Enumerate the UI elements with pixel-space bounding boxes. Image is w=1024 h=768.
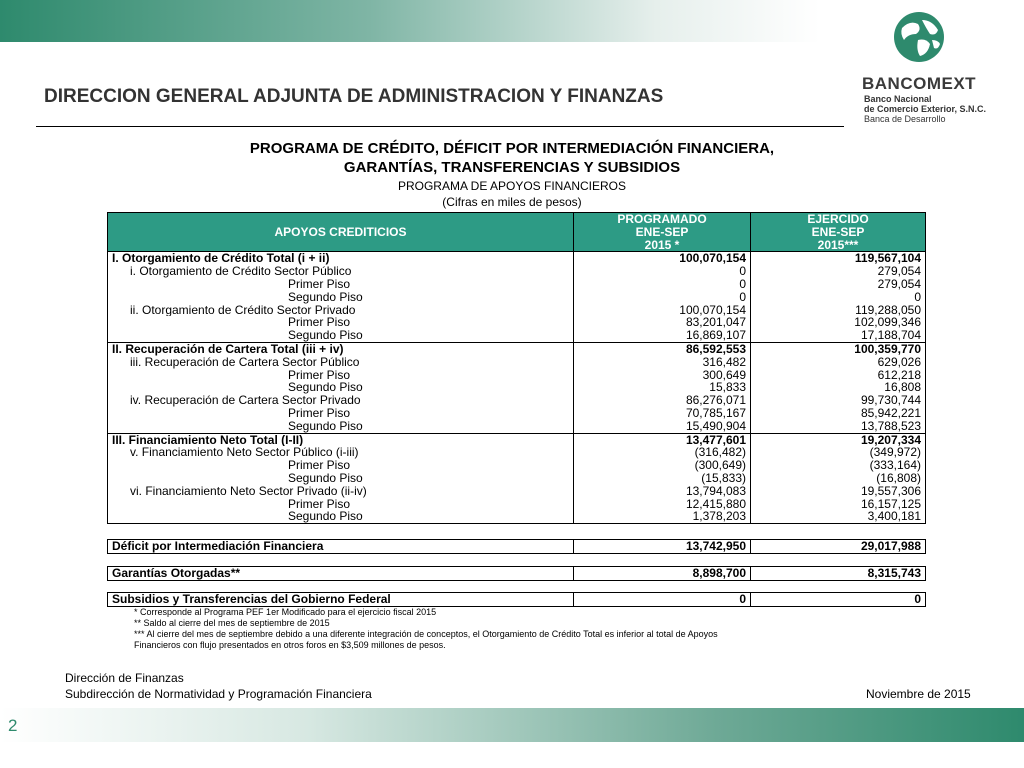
row-programado: 13,794,083 (574, 485, 751, 498)
row-programado: (15,833) (574, 472, 751, 485)
footer-date: Noviembre de 2015 (866, 687, 971, 701)
table-row (108, 485, 926, 498)
row-programado: 100,070,154 (574, 252, 751, 265)
row-ejercido: 629,026 (751, 356, 926, 369)
page-title: DIRECCION GENERAL ADJUNTA DE ADMINISTRACION Y FINANZAS (44, 86, 664, 107)
row-ejercido: (333,164) (751, 459, 926, 472)
row-label: Primer Piso (108, 278, 574, 291)
row-programado: 16,869,107 (574, 329, 751, 342)
table-row (108, 394, 926, 407)
col-header-ejercido-1: EJERCIDO (751, 213, 926, 226)
table-row (108, 316, 926, 329)
summary-ejercido: 0 (751, 593, 926, 607)
row-ejercido: 19,207,334 (751, 433, 926, 446)
footnotes (134, 607, 874, 651)
row-programado: 1,378,203 (574, 510, 751, 523)
row-label: iii. Recuperación de Cartera Sector Público (108, 356, 574, 369)
row-label: Segundo Piso (108, 510, 574, 523)
row-programado: 13,477,601 (574, 433, 751, 446)
credit-table (107, 212, 926, 524)
logo-line3: Banca de Desarrollo (864, 114, 946, 124)
table-row (108, 420, 926, 433)
bottom-gradient-band (0, 708, 1024, 742)
row-ejercido: (16,808) (751, 472, 926, 485)
table-row (108, 369, 926, 382)
row-label: vi. Financiamiento Neto Sector Privado (ii-iv) (108, 485, 574, 498)
row-programado: 0 (574, 291, 751, 304)
table-row (108, 433, 926, 446)
summary-label: Subsidios y Transferencias del Gobierno Federal (108, 593, 574, 607)
footnote-1: * Corresponde al Programa PEF 1er Modificado para el ejercicio fiscal 2015 (134, 607, 437, 617)
row-ejercido: 16,157,125 (751, 498, 926, 511)
table-row (108, 265, 926, 278)
summary-programado: 8,898,700 (574, 567, 751, 581)
logo-line1: Banco Nacional (864, 94, 932, 104)
row-ejercido: 100,359,770 (751, 342, 926, 355)
summary-garantias-table (107, 566, 926, 581)
col-header-programado-3: 2015 * (574, 239, 751, 252)
row-label: Segundo Piso (108, 472, 574, 485)
row-label: Segundo Piso (108, 381, 574, 394)
row-label: II. Recuperación de Cartera Total (iii + iv) (108, 342, 574, 355)
table-row (108, 304, 926, 317)
row-label: III. Financiamiento Neto Total (I-II) (108, 433, 574, 446)
row-programado: 0 (574, 265, 751, 278)
table-row (108, 381, 926, 394)
row-ejercido: 85,942,221 (751, 407, 926, 420)
summary-ejercido: 29,017,988 (751, 540, 926, 554)
row-label: Segundo Piso (108, 329, 574, 342)
row-programado: 86,276,071 (574, 394, 751, 407)
table-row (108, 472, 926, 485)
row-ejercido: 119,567,104 (751, 252, 926, 265)
report-units: (Cifras en miles de pesos) (442, 195, 582, 209)
row-programado: 100,070,154 (574, 304, 751, 317)
row-programado: 0 (574, 278, 751, 291)
row-ejercido: 13,788,523 (751, 420, 926, 433)
top-gradient-band (0, 0, 820, 42)
summary-programado: 13,742,950 (574, 540, 751, 554)
footer-subdepartment: Subdirección de Normatividad y Programación Financiera (65, 687, 372, 701)
page-number: 2 (8, 716, 18, 735)
table-row (108, 278, 926, 291)
row-label: iv. Recuperación de Cartera Sector Privado (108, 394, 574, 407)
table-row (108, 446, 926, 459)
row-label: Segundo Piso (108, 291, 574, 304)
row-label: Segundo Piso (108, 420, 574, 433)
summary-row (108, 540, 926, 554)
row-label: Primer Piso (108, 459, 574, 472)
col-header-programado-2: ENE-SEP (574, 226, 751, 239)
row-label: Primer Piso (108, 407, 574, 420)
report-title-line2: GARANTÍAS, TRANSFERENCIAS Y SUBSIDIOS (343, 159, 681, 176)
row-ejercido: 0 (751, 291, 926, 304)
row-ejercido: 102,099,346 (751, 316, 926, 329)
summary-deficit-table (107, 539, 926, 554)
row-label: ii. Otorgamiento de Crédito Sector Privado (108, 304, 574, 317)
row-programado: 300,649 (574, 369, 751, 382)
row-label: v. Financiamiento Neto Sector Público (i-iii) (108, 446, 574, 459)
row-label: I. Otorgamiento de Crédito Total (i + ii) (108, 252, 574, 265)
row-label: Primer Piso (108, 316, 574, 329)
row-programado: 15,490,904 (574, 420, 751, 433)
table-row (108, 498, 926, 511)
table-row (108, 252, 926, 265)
row-ejercido: 612,218 (751, 369, 926, 382)
summary-row (108, 567, 926, 581)
row-programado: 12,415,880 (574, 498, 751, 511)
footer-department: Dirección de Finanzas (65, 671, 184, 685)
table-row (108, 510, 926, 523)
row-ejercido: 279,054 (751, 265, 926, 278)
row-programado: 70,785,167 (574, 407, 751, 420)
row-ejercido: 17,188,704 (751, 329, 926, 342)
table-row (108, 342, 926, 355)
table-row (108, 356, 926, 369)
logo-line2: de Comercio Exterior, S.N.C. (864, 104, 987, 114)
col-header-apoyos: APOYOS CREDITICIOS (108, 213, 574, 252)
row-programado: 316,482 (574, 356, 751, 369)
footnote-4: Financieros con flujo presentados en otros foros en $3,509 millones de pesos. (134, 640, 446, 650)
footnote-3: *** Al cierre del mes de septiembre debido a una diferente integración de conceptos, el Otorgamiento de Crédito Total es inferior al total de Apoyos (134, 629, 718, 639)
summary-subsidios-table (107, 592, 926, 607)
summary-label: Garantías Otorgadas** (108, 567, 574, 581)
report-subtitle: PROGRAMA DE APOYOS FINANCIEROS (397, 179, 627, 193)
row-programado: 86,592,553 (574, 342, 751, 355)
row-programado: (300,649) (574, 459, 751, 472)
col-header-programado-1: PROGRAMADO (574, 213, 751, 226)
row-ejercido: 99,730,744 (751, 394, 926, 407)
row-ejercido: (349,972) (751, 446, 926, 459)
row-ejercido: 279,054 (751, 278, 926, 291)
summary-row (108, 593, 926, 607)
row-programado: 83,201,047 (574, 316, 751, 329)
col-header-ejercido-2: ENE-SEP (751, 226, 926, 239)
report-title-line1: PROGRAMA DE CRÉDITO, DÉFICIT POR INTERMEDIACIÓN FINANCIERA, (249, 140, 775, 157)
row-ejercido: 16,808 (751, 381, 926, 394)
summary-ejercido: 8,315,743 (751, 567, 926, 581)
logo-name: BANCOMEXT (862, 74, 977, 93)
row-label: Primer Piso (108, 498, 574, 511)
title-divider (36, 126, 844, 127)
summary-programado: 0 (574, 593, 751, 607)
table-row (108, 329, 926, 342)
globe-icon (892, 10, 946, 64)
row-ejercido: 3,400,181 (751, 510, 926, 523)
col-header-ejercido-3: 2015*** (751, 239, 926, 252)
table-row (108, 459, 926, 472)
row-label: i. Otorgamiento de Crédito Sector Público (108, 265, 574, 278)
table-row (108, 407, 926, 420)
table-row (108, 291, 926, 304)
footnote-2: ** Saldo al cierre del mes de septiembre de 2015 (134, 618, 330, 628)
row-programado: 15,833 (574, 381, 751, 394)
summary-label: Déficit por Intermediación Financiera (108, 540, 574, 554)
row-programado: (316,482) (574, 446, 751, 459)
row-ejercido: 119,288,050 (751, 304, 926, 317)
row-label: Primer Piso (108, 369, 574, 382)
row-ejercido: 19,557,306 (751, 485, 926, 498)
